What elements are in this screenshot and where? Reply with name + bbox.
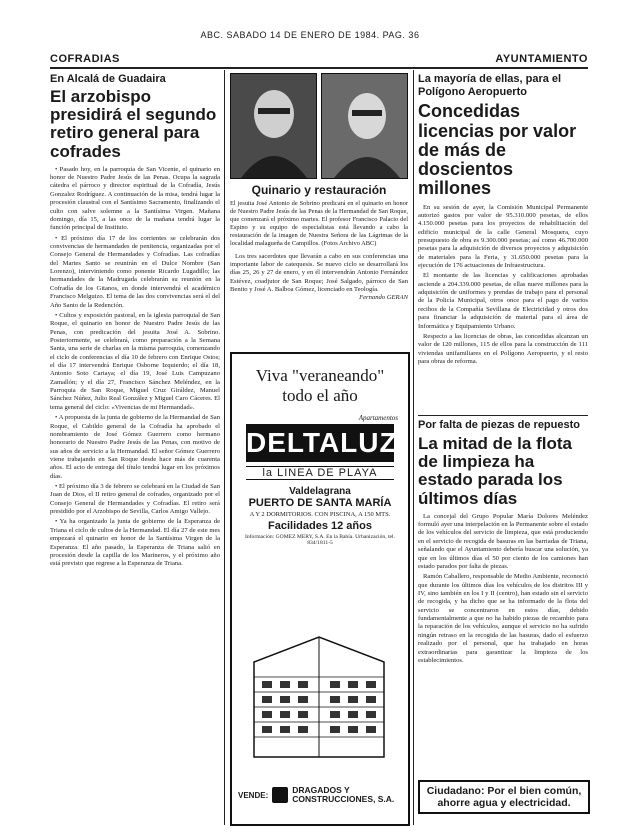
- building-illustration: [244, 622, 394, 762]
- section-label-left: COFRADIAS: [50, 53, 120, 65]
- ad-brand-logo: DELTALUZ: [246, 424, 394, 462]
- portrait-graphic: [231, 74, 317, 178]
- right1-body: [418, 204, 588, 367]
- photo-palacio: [321, 73, 408, 179]
- ad-place: Valdelagrana: [289, 486, 351, 497]
- column-rule-1: [224, 70, 225, 825]
- column-rule-2: [413, 70, 414, 825]
- right2-paragraph: Ramón Caballero, responsable de Medio Ambiente, reconoció que durante los últimos días los vehículos de los distritos III y IV, sino también en los I y II (centro), han estado sin el servicio de recogida, y ha dicho que se ha informado de la flota del servicio se concentraron en estos días, debido fundamentalmente a que no ha habido piezas de recambio para la reparación de los vehículos, aunque el servicio no ha sufrido ningún retraso en la recogida de las basuras, dado el esfuerzo realizado por el personal, que ha trabajado en horas extraordinarias para garantizar la limpieza de los establecimientos.: [418, 573, 588, 664]
- right2-body: [418, 513, 588, 665]
- portrait-graphic: [322, 74, 408, 178]
- left-paragraph: • Cultos y exposición pastoral, en la iglesia parroquial de San Roque, el quinario en honor de Nuestro Padre Jesús de las Penas, con predicación del jesuita José A. Sobrino. Posteriormente, se celebrará, como preparación a la Semana Santa, una serie de charlas en la misma parroquia, comenzando el ciclo de conferencias el día 10 de febrero con Enrique Ostos; el día 17 intervendrá Enrique Osborne Izquierdo; el día 18, Antonio Soto Cartaya; el día 19, José Luis Campuzano Zamallón; y el día 27, Francisco Sánchez Meléndez, en la Parroquia de San Roque, Miguel Cruz Giráldez, Manuel Sánchez Núñez, Julio Real González y Miguel Caro Cáceres. El tema general del ciclo: «Vivencias de mi Hermandad».: [50, 311, 220, 411]
- page-header: ABC. SABADO 14 DE ENERO DE 1984. PAG. 36: [200, 30, 420, 40]
- left-body: [50, 166, 220, 569]
- ad-seller-line1: DRAGADOS Y: [292, 785, 350, 795]
- right2-paragraph: La concejal del Grupo Popular María Dolores Meléndez formuló ayer una interpelación en la Permanente sobre el estado de los vehículos del servicio de limpieza, que está produciendo en el servicio de recogida de basuras en las barriadas de Triana, señalando que el Ayuntamiento debería buscar una solución, ya que en los últimos días el 50 por ciento de los camiones han estado parados por falta de piezas.: [418, 512, 588, 570]
- dragados-logo-icon: [272, 787, 288, 803]
- civic-notice-box: [418, 780, 590, 814]
- center-body: Los tres sacerdotes que llevarán a cabo en sus conferencias una importante labor de catequesis. Se nuevo ciclo se desarrollará los días 25, 26 y 27 de enero, y en él intervendrán Antonio Fernández Estévez, coadjutor de San Roque; José Salgado, párroco de San Benito y José A. Balboa Gómez, licenciado en Teología.: [230, 252, 408, 294]
- section-label-right: AYUNTAMIENTO: [495, 53, 588, 65]
- right-article-2: [418, 419, 588, 667]
- ad-location-title: PUERTO DE SANTA MARÍA: [248, 497, 392, 509]
- ad-financing: Facilidades 12 años: [268, 520, 372, 532]
- left-paragraph: • El próximo día 17 de los corrientes se celebrarán dos convivencias de hermandades de penitencia, organizadas por el Consejo General de Hermandades y Cofradías. Las cofradías del Martes Santo se reunirán en el Dulce Nombre (San Lorenzo), interviniendo como ponente Ricardo Lugadillo; las hermandades de la Madrugada celebrarán su reunión en la Cofradía de los Gitanos, en donde intervendrá el académico Francisco Melguizo. El tema de las dos convivencias será el del Año Santo de la Redención.: [50, 234, 220, 309]
- right-divider: [418, 415, 588, 416]
- right2-kicker: Por falta de piezas de repuesto: [418, 419, 580, 431]
- left-headline: El arzobispo presidirá el segundo retiro general para cofrades: [50, 87, 217, 161]
- right1-paragraph: En su sesión de ayer, la Comisión Municipal Permanente autorizó gastos por valor de 95.310.000 pesetas, de ellos 4.150.000 pesetas para los proyectos de rehabilitación del edificio municipal de la calle General Mosquera, cuyo presupuesto de obra es 9.300.000 pesetas; así como 46.700.000 pesetas para la adquisición de diversos proyectos y adquisición de materiales para la Feria, y 31.650.000 pesetas para la ejecución de 176 actuaciones de Infraestructura.: [418, 203, 588, 270]
- left-kicker: En Alcalá de Guadaira: [50, 73, 166, 85]
- right1-paragraph: El montante de las licencias y calificaciones aprobadas asciende a 204.339.000 pesetas, de ellas nueve millones para la adquisición de uniformes y prendas de trabajo para el personal de la Policía Municipal, otros once para el pago de varios recibos de la Compañía Sevillana de Electricidad y otros dos para financiar la adquisición de material para el área de Informática y Equipamiento Urbano.: [418, 272, 588, 330]
- advertisement: [230, 352, 410, 826]
- right1-headline: Concedidas licencias por valor de más de doscientos millones: [418, 101, 577, 199]
- ad-apartments-label: Apartamentos: [358, 414, 398, 422]
- ad-details: Información: GOMEZ MERY, S.A. En la Bahía. Urbanización, tel. 834/1811-5: [245, 534, 395, 546]
- ad-offer: A Y 2 DORMITORIOS. CON PISCINA, A 150 MTS.: [249, 511, 391, 518]
- ad-slogan-1: Viva "veraneando": [255, 366, 385, 385]
- right1-kicker: La mayoría de ellas, para el Polígono Aeropuerto: [418, 73, 562, 98]
- center-byline: Fernando GERAN: [359, 294, 408, 302]
- right2-headline: La mitad de la flota de limpieza ha estado parada los últimos días: [418, 434, 572, 508]
- center-headline: Quinario y restauración: [251, 183, 387, 197]
- right1-paragraph: Respecto a las licencias de obras, las concedidas alcanzan un valor de 120 millones, 115 de ellos para la construcción de 111 viviendas unifamiliares en el Polígono Aeropuerto, y el resto para obras de reforma.: [418, 332, 588, 365]
- center-feature: [230, 73, 408, 303]
- civic-notice-line2: ahorre agua y electricidad.: [437, 797, 571, 809]
- left-paragraph: • Pasado hoy, en la parroquia de San Vicente, el quinario en honor de Nuestro Padre Jesús de las Penas. Ocupa la sagrada cátedra el párroco y director espiritual de la Cofradía, Jesús Gonzalez Rodríguez. A continuación de la misa, tendrá lugar la procesión claustral con el Santísimo Sacramento, finalizando el culto con salve solemne a la Santísima Virgen. Mañana domingo, día 15, a las once de la mañana tendrá lugar la función principal de Instituto.: [50, 165, 220, 232]
- left-paragraph: • Ya ha organizado la junta de gobierno de la Esperanza de Triana el ciclo de cultos de la Hermandad. El día 27 de este mes empezará el quinario en honor de la Santísima Virgen de la Esperanza. El año pasado, la Esperanza de Triana salió en procesión desde la capilla de los Marineros, y el próximo año está previsto que regrese a la Esperanza de Triana.: [50, 518, 220, 568]
- civic-notice-line1: Ciudadano: Por el bien común,: [426, 785, 582, 797]
- center-caption: El jesuita José Antonio de Sobrino predicará en el quinario en honor de Nuestro Padre Jesús de las Penas de la Hermandad de San Roque, que comenzará el próximo martes. El profesor Francisco Palacio del Espino y su equipo de especialistas está llevando a cabo la restauración de la imagen de Nuestra Señora de las Lágrimas de la localidad malagueña de Campillos. (Fotos Archivo ABC): [230, 199, 408, 248]
- left-article: [50, 73, 220, 571]
- ad-seller-line2: CONSTRUCCIONES, S.A.: [292, 794, 395, 805]
- right-article-1: [418, 73, 588, 368]
- top-rule: [50, 67, 588, 69]
- photo-sobrino: [230, 73, 317, 179]
- ad-vende-label: VENDE:: [238, 790, 269, 800]
- left-paragraph: • El próximo día 3 de febrero se celebrará en la Ciudad de San Juan de Dios, el II retiro general de cofrades, organizado por el Consejo General de Hermandades y Cofradías. El retiro será presidido por el Arzobispo de Sevilla, Carlos Amigo Vallejo.: [50, 483, 220, 516]
- left-paragraph: • A propuesta de la junta de gobierno de la Hermandad de San Roque, el Cabildo general de la Cofradía ha aprobado el nombramiento de José Gómez Guerrero como hermano honorario de Nuestro Padre Jesús de las Penas, con motivo de sus años de servicio a la Hermandad. El señor Gómez Guerrero viene trabajando en San Roque desde hace más de cuarenta años. El acto de entrega del título tendrá lugar en los próximos días.: [50, 414, 220, 480]
- ad-slogan-2: todo el año: [282, 386, 358, 405]
- ad-tagline: la LINEA DE PLAYA: [246, 466, 394, 480]
- ad-seller: [238, 786, 398, 805]
